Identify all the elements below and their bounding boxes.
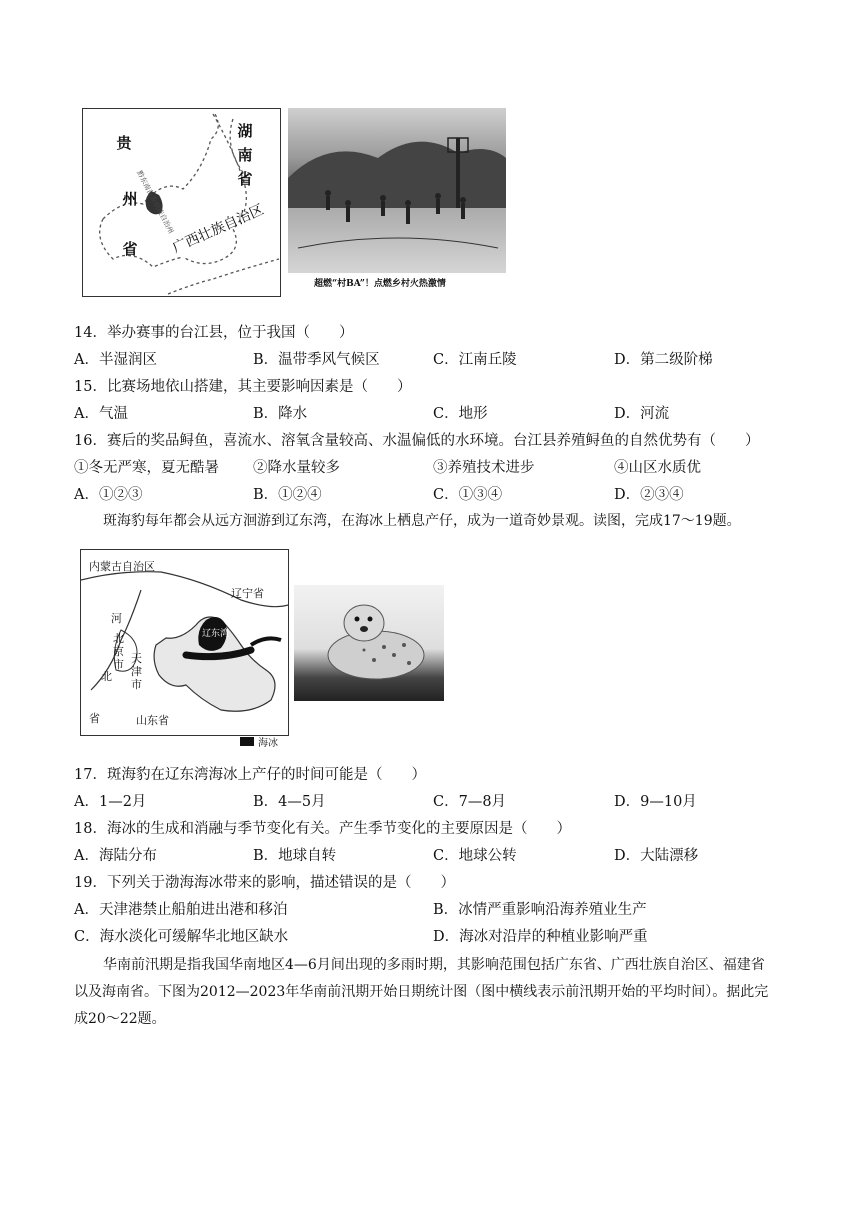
- question-17-stem: 17．斑海豹在辽东湾海冰上产仔的时间可能是（ ）: [74, 767, 426, 783]
- q16-item-4: ④山区水质优: [614, 460, 701, 476]
- intro-17-19: 斑海豹每年都会从远方洄游到辽东湾，在海冰上栖息产仔，成为一道奇妙景观。读图，完成17～19题。: [103, 513, 741, 529]
- q15-option-b[interactable]: B．降水: [253, 406, 308, 422]
- map-label-guangxi: 广西壮族自治区: [170, 201, 267, 257]
- question-19-stem: 19．下列关于渤海海冰带来的影响，描述错误的是（ ）: [74, 875, 455, 891]
- question-18-stem: 18．海冰的生成和消融与季节变化有关。产生季节变化的主要原因是（ ）: [74, 821, 571, 837]
- label-shandong: 山东省: [136, 714, 169, 727]
- q19-option-a[interactable]: A．天津港禁止船舶进出港和移泊: [74, 902, 288, 918]
- map-label-gui: 贵: [116, 134, 132, 152]
- q18-option-a[interactable]: A．海陆分布: [74, 848, 157, 864]
- map-label-qiandongnan: 黔东南苗族侗族自治州: [135, 169, 175, 236]
- q19-option-b[interactable]: B．冰情严重影响沿海养殖业生产: [433, 902, 647, 918]
- q19-option-c[interactable]: C．海水淡化可缓解华北地区缺水: [74, 929, 289, 945]
- q14-option-d[interactable]: D．第二级阶梯: [614, 352, 713, 368]
- q16-option-b[interactable]: B．①②④: [253, 487, 322, 503]
- question-16-stem: 16．赛后的奖品鲟鱼，喜流水、溶氧含量较高、水温偏低的水环境。台江县养殖鲟鱼的自然优势有（ ）: [74, 433, 760, 449]
- label-tianjin-c: 市: [131, 678, 142, 691]
- intro-20-22: 华南前汛期是指我国华南地区4—6月间出现的多雨时期，其影响范围包括广东省、广西壮族自治区、福建省以及海南省。下图为2012—2023年华南前汛期开始日期统计图（图中横线表示前汛期开始的平均时间）。据此完成20～22题。: [74, 957, 769, 1027]
- seal-photo: [294, 585, 444, 701]
- bohai-map: [80, 549, 289, 736]
- q14-option-a[interactable]: A．半湿润区: [74, 352, 157, 368]
- q15-option-c[interactable]: C．地形: [433, 406, 488, 422]
- map-label-hunan: 湖南省: [237, 122, 253, 188]
- label-beijing-b: 京: [113, 645, 124, 658]
- q15-option-d[interactable]: D．河流: [614, 406, 670, 422]
- map-label-sheng: 省: [122, 240, 138, 258]
- q16-option-a[interactable]: A．①②③: [74, 487, 143, 503]
- question-14-stem: 14．举办赛事的台江县，位于我国（ ）: [74, 325, 354, 341]
- label-beijing-c: 市: [113, 658, 124, 671]
- q17-option-a[interactable]: A．1—2月: [74, 794, 147, 810]
- photo-caption: 超燃“村BA”！点燃乡村火热激情: [314, 279, 446, 289]
- q16-item-1: ①冬无严寒，夏无酷暑: [74, 460, 219, 476]
- question-15-stem: 15．比赛场地依山搭建，其主要影响因素是（ ）: [74, 379, 412, 395]
- label-sheng: 省: [89, 712, 100, 725]
- q18-option-c[interactable]: C．地球公转: [433, 848, 517, 864]
- q14-option-b[interactable]: B．温带季风气候区: [253, 352, 380, 368]
- label-liaoning: 辽宁省: [231, 587, 264, 600]
- q17-option-b[interactable]: B．4—5月: [253, 794, 326, 810]
- q14-option-c[interactable]: C．江南丘陵: [433, 352, 517, 368]
- label-neimenggu: 内蒙古自治区: [89, 560, 155, 573]
- q18-option-d[interactable]: D．大陆漂移: [614, 848, 699, 864]
- q15-option-a[interactable]: A．气温: [74, 406, 128, 422]
- basketball-photo: [288, 108, 506, 273]
- label-bei: 北: [101, 670, 112, 683]
- q19-option-d[interactable]: D．海冰对沿岸的种植业影响严重: [433, 929, 648, 945]
- q18-option-b[interactable]: B．地球自转: [253, 848, 337, 864]
- q16-option-c[interactable]: C．①③④: [433, 487, 503, 503]
- label-tianjin-a: 天: [131, 652, 142, 665]
- q16-option-d[interactable]: D．②③④: [614, 487, 684, 503]
- q17-option-c[interactable]: C．7—8月: [433, 794, 507, 810]
- label-tianjin-b: 津: [131, 665, 142, 678]
- label-beijing-a: 北: [113, 632, 124, 645]
- map-label-zhou: 州: [122, 190, 138, 208]
- label-he: 河: [111, 612, 122, 625]
- guizhou-map: [82, 108, 281, 297]
- q16-item-3: ③养殖技术进步: [433, 460, 535, 476]
- q16-item-2: ②降水量较多: [253, 460, 340, 476]
- q17-option-d[interactable]: D．9—10月: [614, 794, 697, 810]
- legend-sea-ice-label: 海冰: [258, 738, 278, 749]
- legend-sea-ice-swatch: [240, 737, 254, 746]
- label-liaodongwan: 辽东湾: [202, 629, 230, 639]
